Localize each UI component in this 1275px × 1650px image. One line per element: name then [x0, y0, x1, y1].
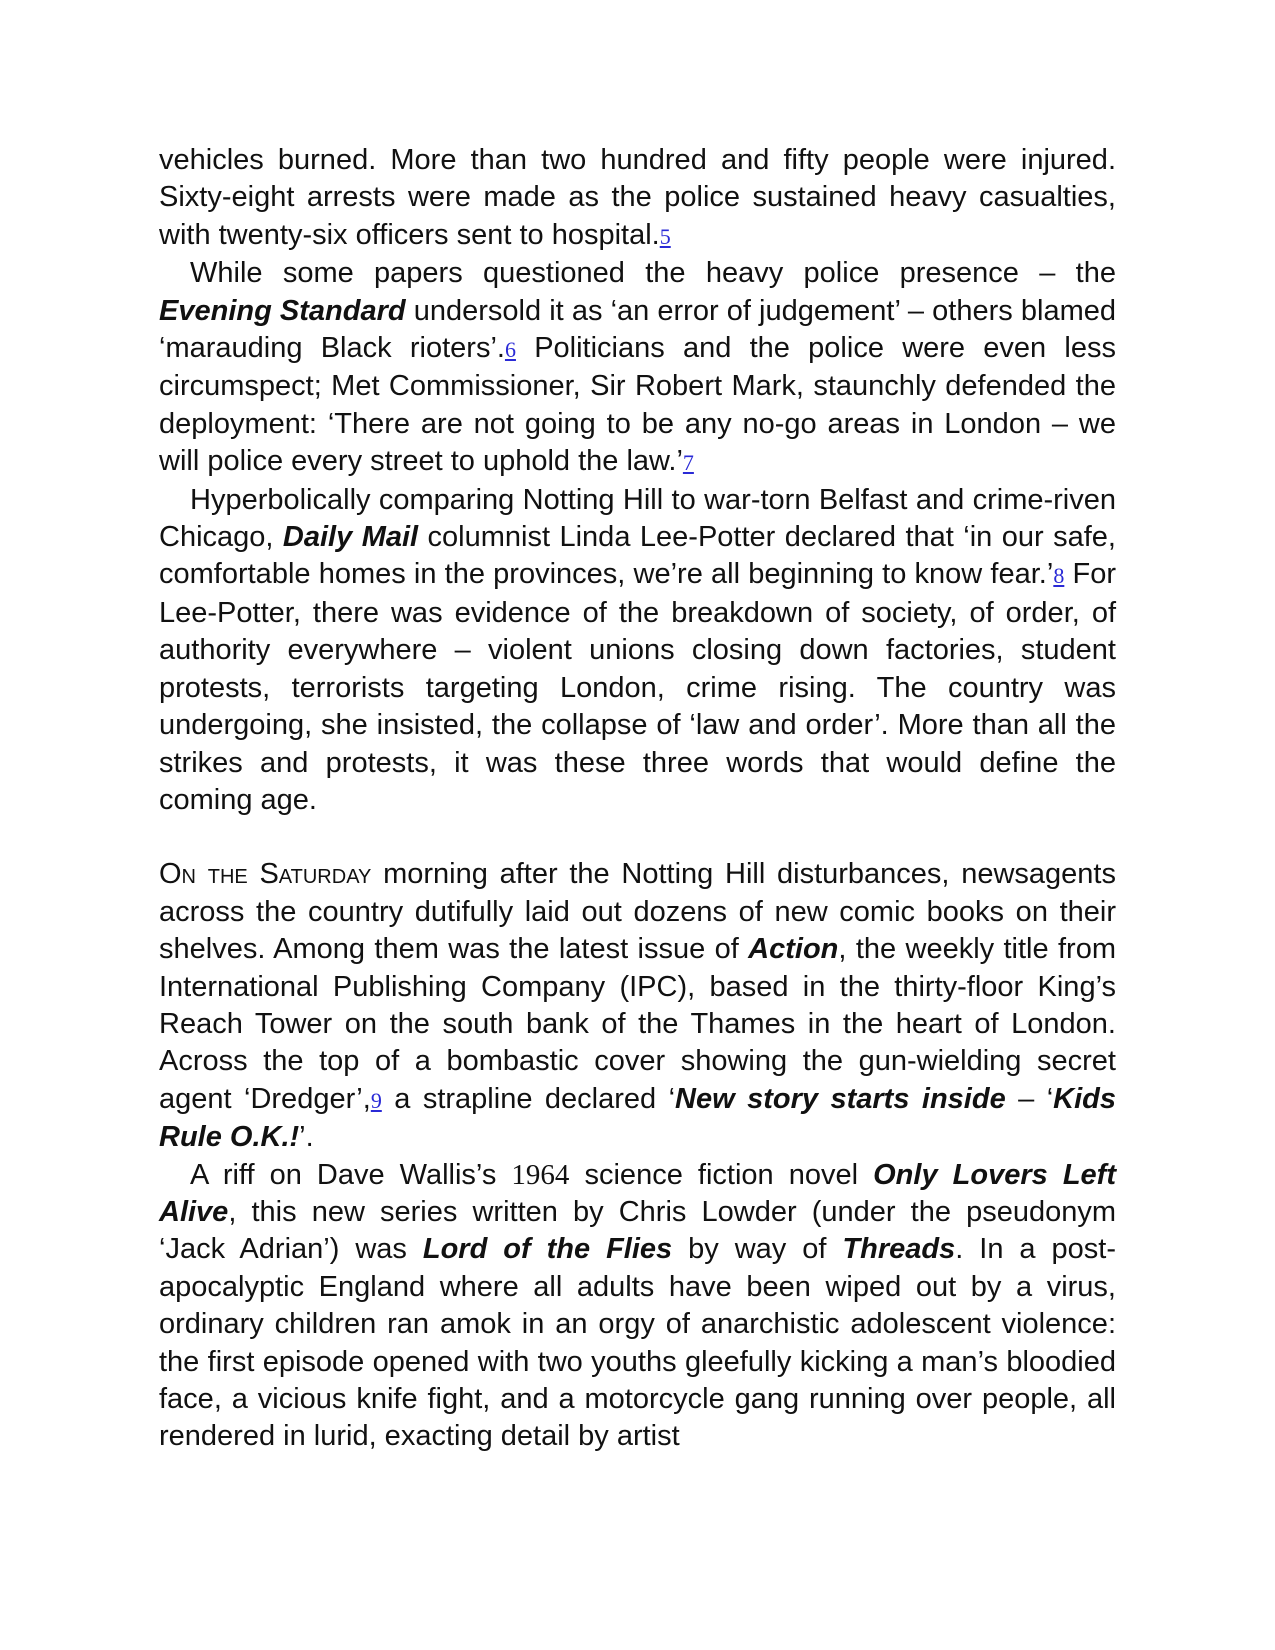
year-text: 1964	[511, 1158, 570, 1191]
footnote-link-8[interactable]: 8	[1053, 563, 1065, 589]
section-opening-smallcaps: On the Saturday	[159, 858, 372, 891]
body-text: Hyperbolically comparing Notting Hill to war-torn Belfast and crime-riven Chicago,	[159, 483, 1116, 554]
body-text: vehicles burned. More than two hundred and fifty people were injured. Sixty-eight arrests were made as the police sustained heavy casualties, with twenty-six officers sent to hospital.	[159, 144, 1116, 251]
body-text: For Lee-Potter, there was evidence of the breakdown of society, of order, of authority everywhere – violent unions closing down factories, student protests, terrorists targeting London, crime rising. The country was undergoing, she insisted, the collapse of ‘law and order’. More than all the strikes and protests, it was these three words that would define the coming age.	[159, 558, 1116, 816]
footnote-link-9[interactable]: 9	[370, 1087, 382, 1113]
body-text: Politicians and the police were even less circumspect; Met Commissioner, Sir Robert Mark, staunchly defended the deployment: ‘There are not going to be any no-go areas in London – we will police every street to uphold the law.’	[159, 332, 1116, 478]
paragraph-2	[159, 255, 1116, 481]
body-text: columnist Linda Lee-Potter declared that ‘in our safe, comfortable homes in the provinces, we’re all beginning to know fear.’	[159, 521, 1116, 591]
paragraph-5	[159, 1157, 1116, 1456]
body-text: undersold it as ‘an error of judgement’ – others blamed ‘marauding Black rioters’.	[159, 294, 1116, 365]
body-text: – ‘	[1005, 1082, 1054, 1115]
body-text: ’.	[299, 1121, 314, 1154]
strapline-title: Kids Rule O.K.!	[159, 1082, 1117, 1154]
footnote-link-6[interactable]: 6	[504, 337, 516, 363]
footnote-link-5[interactable]: 5	[659, 223, 671, 249]
body-text: , the weekly title from International Publishing Company (IPC), based in the thirty-floor King’s Reach Tower on the south bank of the Thames in the heart of London. Across the top of a bombastic cover showing the gun-wielding secret agent ‘Dredger’,	[159, 933, 1117, 1115]
publication-title: Evening Standard	[159, 294, 406, 327]
publication-title: Daily Mail	[282, 521, 419, 554]
book-title: Lord of the Flies	[422, 1233, 673, 1266]
body-text: science fiction novel	[569, 1158, 874, 1191]
body-text: a strapline declared ‘	[381, 1082, 676, 1115]
film-title: Threads	[842, 1233, 956, 1266]
body-text: by way of	[672, 1233, 843, 1266]
body-text: morning after the Notting Hill disturbances, newsagents across the country dutifully laid out dozens of new comic books on their shelves. Among them was the latest issue of	[159, 858, 1116, 966]
publication-title: Action	[748, 933, 839, 966]
book-title: Only Lovers Left Alive	[159, 1158, 1116, 1228]
body-text: A riff on Dave Wallis’s	[190, 1158, 512, 1191]
body-text: , this new series written by Chris Lowder (under the pseudonym ‘Jack Adrian’) was	[159, 1195, 1116, 1266]
body-text: While some papers questioned the heavy police presence – the	[190, 257, 1116, 290]
strapline-title: New story starts inside	[675, 1082, 1006, 1115]
paragraph-3	[159, 482, 1116, 820]
paragraph-4	[159, 856, 1116, 1156]
paragraph-1	[159, 142, 1116, 255]
page-body	[159, 142, 1116, 1456]
footnote-link-7[interactable]: 7	[682, 450, 694, 476]
body-text: . In a post-apocalyptic England where all adults have been wiped out by a virus, ordinary children ran amok in an orgy of anarchistic adolescent violence: the first episode opened with two youths gleefully kicking a man’s bloodied face, a vicious knife fight, and a motorcycle gang running over people, all rendered in lurid, exacting detail by artist	[159, 1233, 1116, 1453]
